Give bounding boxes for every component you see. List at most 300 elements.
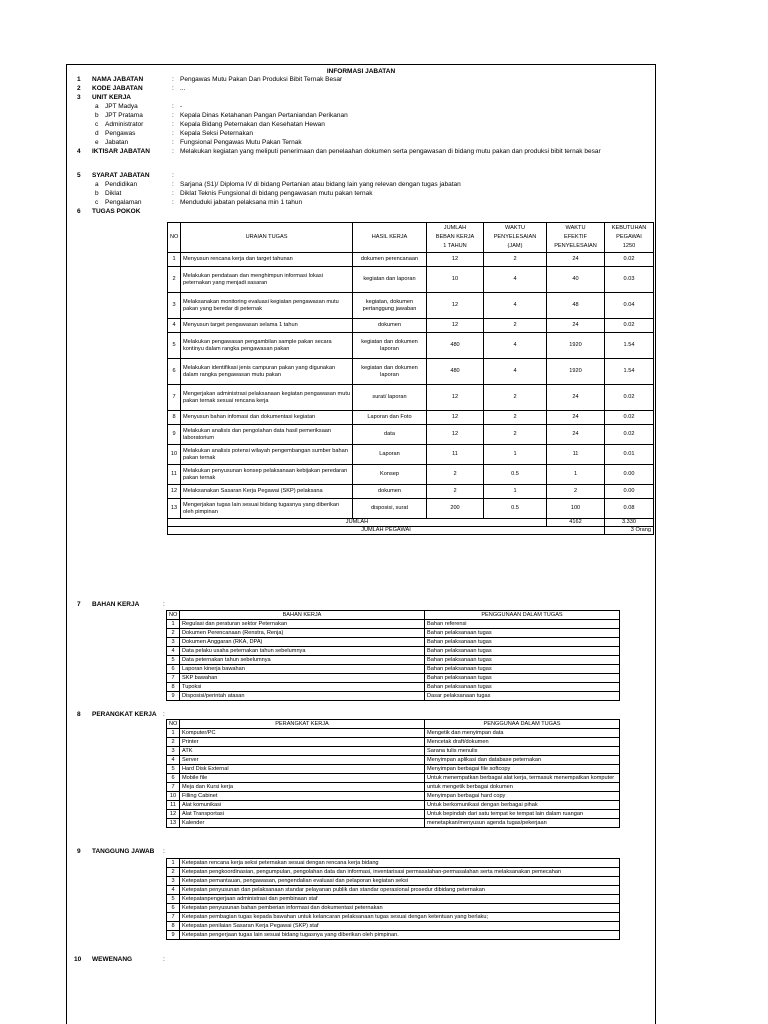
- row-uraian: Melakukan analisis potensi wilayah pengembangan sumber bahan pakan ternak: [181, 445, 353, 465]
- row-kebutuhan: 0.02: [605, 425, 654, 445]
- row-hasil: dokumen: [353, 485, 427, 499]
- row-item: Ketepatan pengerjaan tugas lain sesuai bidang tugasnya yang diberikan oleh pimpinan.: [180, 931, 620, 940]
- row-item: Ketepatan pengkoordinasian, pengumpulan, pengolahan data dan informasi, inventarisasi permasalahan-permasalahan serta melaksanakan pemecahan: [180, 868, 620, 877]
- field-colon: :: [172, 148, 174, 155]
- syarat-item: [67, 190, 655, 199]
- row-no: 4: [167, 886, 180, 895]
- row-item: ATK: [180, 747, 425, 756]
- row-no: 10: [167, 792, 180, 801]
- field-number: 4: [77, 148, 81, 155]
- row-item: Kalender: [180, 819, 425, 828]
- row-kebutuhan: 1.54: [605, 333, 654, 359]
- field-number: 2: [77, 85, 81, 92]
- row-usage: Untuk bepindah dari satu tempat ke tempat lain dalam ruangan: [425, 810, 620, 819]
- row-item: Dokumen Perencanaan (Renstra, Renja): [180, 629, 425, 638]
- row-usage: Bahan pelaksanaan tugas: [425, 638, 620, 647]
- field-value: ...: [180, 85, 186, 92]
- jumlah-pegawai-value: 3 Orang: [605, 527, 654, 535]
- item-label: Pengalaman: [105, 199, 142, 206]
- col-header-uraian: URAIAN TUGAS: [181, 223, 353, 253]
- col-header-no: NO: [167, 611, 180, 620]
- row-waktu: 1: [484, 445, 547, 465]
- item-value: Kepala Dinas Ketahanan Pangan Pertaniandan Perikanan: [180, 112, 348, 119]
- tugas-row: [168, 333, 654, 359]
- row-efektif: 1920: [547, 333, 605, 359]
- field-ikhtisar-jabatan: [67, 148, 655, 157]
- field-colon: :: [163, 848, 165, 855]
- row-item: Regulasi dan peraturan sektor Peternakan: [180, 620, 425, 629]
- row-hasil: Laporan dan Foto: [353, 411, 427, 425]
- row-item: Ketepatan rencana kerja seksi peternakan sesuai dengan rencana kerja bidang: [180, 859, 620, 868]
- field-unit-kerja: [67, 94, 655, 103]
- document-frame: [66, 64, 656, 1024]
- table-row: [167, 922, 620, 931]
- item-value: Diklat Teknis Fungsional di bidang pengawasan mutu pakan ternak: [180, 190, 373, 197]
- row-uraian: Melakukan pendataan dan menghimpun informasi lokasi peternakan yang menjadi sasaran: [181, 267, 353, 293]
- row-efektif: 11: [547, 445, 605, 465]
- row-no: 8: [167, 683, 180, 692]
- row-no: 5: [168, 333, 181, 359]
- row-usage: Dasar pelaksanaan tugas: [425, 692, 620, 701]
- row-uraian: Melakukan penyusunan konsep pelaksanaan kebijakan peredaran pakan ternak: [181, 465, 353, 485]
- row-kebutuhan: 0.02: [605, 319, 654, 333]
- field-tugas-pokok: [67, 208, 655, 217]
- row-no: 13: [168, 499, 181, 519]
- row-uraian: Melaksanakan Sasaran Kerja Pegawai (SKP) pelaksana: [181, 485, 353, 499]
- row-item: Filling Cabinet: [180, 792, 425, 801]
- row-no: 1: [167, 620, 180, 629]
- field-label: TUGAS POKOK: [92, 208, 141, 215]
- item-label: Diklat: [105, 190, 122, 197]
- item-value: Menduduki jabatan pelaksana min 1 tahun: [180, 199, 303, 206]
- tugas-row: [168, 293, 654, 319]
- tugas-row: [168, 319, 654, 333]
- table-row: [167, 638, 620, 647]
- row-item: Komputer/PC: [180, 729, 425, 738]
- table-row: [167, 665, 620, 674]
- row-item: Dokumen Anggaran (RKA, DPA): [180, 638, 425, 647]
- row-kebutuhan: 0.02: [605, 253, 654, 267]
- jumlah-efektif: 4162: [547, 519, 605, 527]
- row-usage: Untuk berkomunikasi dengan berbagai pihak: [425, 801, 620, 810]
- row-usage: Menyimpan aplikasi dan database peternakan: [425, 756, 620, 765]
- row-item: Ketepatan penyusunan dan pelaksanaan standar pelayanan publik dan standar operasional prosedur dibidang peternakan: [180, 886, 620, 895]
- item-label: JPT Pratama: [105, 112, 143, 119]
- field-label: PERANGKAT KERJA: [92, 711, 157, 718]
- row-kebutuhan: 1.54: [605, 359, 654, 385]
- table-row: [167, 656, 620, 665]
- row-no: 7: [168, 385, 181, 411]
- row-item: Ketepatanpengerjaan administrasi dan pembinaan staf: [180, 895, 620, 904]
- jumlah-row: [168, 519, 654, 527]
- col-header-bahan: BAHAN KERJA: [180, 611, 425, 620]
- row-jumlah: 12: [427, 425, 484, 445]
- row-hasil: kegiatan dan dokumen laporan: [353, 333, 427, 359]
- field-colon: :: [163, 956, 165, 963]
- row-usage: Bahan pelaksanaan tugas: [425, 674, 620, 683]
- row-usage: Menyimpan berbagai file softcopy: [425, 765, 620, 774]
- row-no: 7: [167, 674, 180, 683]
- row-jumlah: 12: [427, 411, 484, 425]
- row-no: 11: [167, 801, 180, 810]
- page-title: INFORMASI JABATAN: [326, 68, 396, 75]
- row-hasil: kegiatan dan laporan: [353, 267, 427, 293]
- row-waktu: 2: [484, 253, 547, 267]
- unit-kerja-item: [67, 130, 655, 139]
- row-item: Ketepatan pembagian tugas kepada bawahan untuk kelancaran pelaksanaan tugas sesuai dengan ketentuan yang berlaku;: [180, 913, 620, 922]
- field-label: BAHAN KERJA: [92, 601, 140, 608]
- item-colon: :: [172, 139, 174, 146]
- jumlah-kebutuhan: 3.330: [605, 519, 654, 527]
- row-no: 8: [168, 411, 181, 425]
- row-no: 3: [167, 747, 180, 756]
- syarat-item: [67, 199, 655, 208]
- row-waktu: 4: [484, 267, 547, 293]
- row-no: 2: [168, 267, 181, 293]
- tugas-row: [168, 499, 654, 519]
- row-no: 6: [167, 904, 180, 913]
- unit-kerja-item: [67, 121, 655, 130]
- col-header-jumlah: JUMLAH BEBAN KERJA 1 TAHUN: [427, 223, 484, 253]
- item-value: Kepala Bidang Peternakan dan Kesehatan Hewan: [180, 121, 325, 128]
- row-usage: untuk mengetik berbagai dokumen: [425, 783, 620, 792]
- item-value: Sarjana (S1)/ Diploma IV di bidang Pertanian atau bidang lain yang relevan dengan tugas jabatan: [180, 181, 461, 188]
- row-no: 4: [167, 756, 180, 765]
- row-no: 7: [167, 783, 180, 792]
- row-item: Data peternakan tahun sebelumnya: [180, 656, 425, 665]
- field-label: KODE JABATAN: [92, 85, 143, 92]
- tugas-row: [168, 445, 654, 465]
- item-value: Fungsional Pengawas Mutu Pakan Ternak: [180, 139, 302, 146]
- item-label: Pendidikan: [105, 181, 138, 188]
- row-no: 3: [167, 638, 180, 647]
- item-value: -: [180, 103, 183, 110]
- row-item: Alat komunikasi: [180, 801, 425, 810]
- tugas-row: [168, 267, 654, 293]
- table-row: [167, 886, 620, 895]
- row-no: 9: [167, 692, 180, 701]
- row-no: 3: [168, 293, 181, 319]
- row-hasil: dokumen perencanaan: [353, 253, 427, 267]
- row-hasil: dokumen: [353, 319, 427, 333]
- row-efektif: 100: [547, 499, 605, 519]
- row-uraian: Melakukan identifikasi jenis campuran pakan yang digunakan dalam rangka pengawasan mutu pakan: [181, 359, 353, 385]
- perangkat-kerja-table: [166, 719, 620, 828]
- item-letter: d: [95, 130, 99, 137]
- row-efektif: 24: [547, 385, 605, 411]
- row-no: 11: [168, 465, 181, 485]
- row-no: 10: [168, 445, 181, 465]
- row-usage: Mengetik dan menyimpan data: [425, 729, 620, 738]
- tugas-table: [167, 222, 654, 535]
- row-waktu: 2: [484, 425, 547, 445]
- table-row: [167, 629, 620, 638]
- row-usage: Bahan pelaksanaan tugas: [425, 665, 620, 674]
- row-no: 13: [167, 819, 180, 828]
- item-colon: :: [172, 190, 174, 197]
- row-uraian: Menyusun target pengawasan selama 1 tahun: [181, 319, 353, 333]
- row-item: Ketepatan pemantauan, pengawasan, pengendalian evaluasi dan pelaporan kegiatan seksi: [180, 877, 620, 886]
- row-uraian: Melakukan analisis dan pengolahan data hasil pemeriksaan laboratorium: [181, 425, 353, 445]
- row-item: Disposisi/perintah atasan: [180, 692, 425, 701]
- tugas-row: [168, 359, 654, 385]
- table-row: [167, 895, 620, 904]
- col-header-no: NO: [168, 223, 181, 253]
- table-row: [167, 692, 620, 701]
- item-colon: :: [172, 121, 174, 128]
- row-waktu: 2: [484, 385, 547, 411]
- row-item: Ketepatan penyusunan bahan pemberian informasi dan dokumentasi peternakan: [180, 904, 620, 913]
- row-item: Meja dan Kursi kerja: [180, 783, 425, 792]
- field-label: WEWENANG: [92, 956, 133, 963]
- row-efektif: 24: [547, 319, 605, 333]
- row-jumlah: 200: [427, 499, 484, 519]
- row-no: 1: [168, 253, 181, 267]
- row-jumlah: 12: [427, 385, 484, 411]
- item-colon: :: [172, 199, 174, 206]
- field-label: UNIT KERJA: [92, 94, 132, 101]
- tugas-row: [168, 253, 654, 267]
- row-item: Ketepatan penilaian Sasaran Kerja Pegawai (SKP) staf: [180, 922, 620, 931]
- row-item: SKP bawahan: [180, 674, 425, 683]
- table-row: [167, 729, 620, 738]
- item-letter: e: [95, 139, 99, 146]
- row-jumlah: 480: [427, 359, 484, 385]
- tugas-row: [168, 425, 654, 445]
- row-no: 2: [167, 868, 180, 877]
- row-uraian: Melaksanakan monitoring evaluasi kegiatan pengawasan mutu pakan yang beredar di peternak: [181, 293, 353, 319]
- table-row: [167, 801, 620, 810]
- tugas-row: [168, 465, 654, 485]
- jumlah-label: JUMLAH: [168, 519, 547, 527]
- tugas-header-row: [168, 223, 654, 253]
- field-number: 3: [77, 94, 81, 101]
- row-kebutuhan: 0.02: [605, 411, 654, 425]
- field-value: Melakukan kegiatan yang meliputi penerimaan dan penelaahan dokumen serta pengawasan di bidang mutu pakan dan produksi bibit ternak besar: [180, 148, 601, 155]
- row-no: 6: [167, 774, 180, 783]
- row-no: 12: [168, 485, 181, 499]
- row-usage: Bahan pelaksanaan tugas: [425, 629, 620, 638]
- field-number: 10: [74, 956, 82, 963]
- field-number: 8: [77, 711, 81, 718]
- row-hasil: kegiatan dan dokumen laporan: [353, 359, 427, 385]
- row-kebutuhan: 0.04: [605, 293, 654, 319]
- row-kebutuhan: 0.02: [605, 385, 654, 411]
- item-colon: :: [172, 103, 174, 110]
- row-no: 1: [167, 859, 180, 868]
- table-row: [167, 765, 620, 774]
- col-header-no: NO: [167, 720, 180, 729]
- unit-kerja-item: [67, 103, 655, 112]
- row-no: 5: [167, 656, 180, 665]
- row-no: 5: [167, 895, 180, 904]
- row-hasil: Laporan: [353, 445, 427, 465]
- row-no: 8: [167, 922, 180, 931]
- row-no: 7: [167, 913, 180, 922]
- table-row: [167, 877, 620, 886]
- row-usage: Bahan referensi: [425, 620, 620, 629]
- item-label: Jabatan: [105, 139, 129, 146]
- item-value: Kepala Seksi Peternakan: [180, 130, 253, 137]
- field-colon: :: [172, 76, 174, 83]
- table-row: [167, 783, 620, 792]
- table-row: [167, 620, 620, 629]
- row-efektif: 48: [547, 293, 605, 319]
- row-waktu: 2: [484, 411, 547, 425]
- row-hasil: surat/ laporan: [353, 385, 427, 411]
- row-waktu: 2: [484, 319, 547, 333]
- table-row: [167, 774, 620, 783]
- table-row: [167, 810, 620, 819]
- item-letter: c: [95, 199, 99, 206]
- col-header-hasil: HASIL KERJA: [353, 223, 427, 253]
- item-label: Pengawas: [105, 130, 136, 137]
- item-colon: :: [172, 112, 174, 119]
- row-usage: Bahan pelaksanaan tugas: [425, 683, 620, 692]
- jumlah-pegawai-row: [168, 527, 654, 535]
- row-no: 6: [167, 665, 180, 674]
- row-efektif: 2: [547, 485, 605, 499]
- row-efektif: 1: [547, 465, 605, 485]
- row-jumlah: 480: [427, 333, 484, 359]
- field-number: 9: [77, 848, 81, 855]
- row-no: 9: [167, 931, 180, 940]
- tanggung-jawab-table: [166, 858, 620, 940]
- item-colon: :: [172, 181, 174, 188]
- table-row: [167, 819, 620, 828]
- row-no: 3: [167, 877, 180, 886]
- row-uraian: Melakukan pengawasan pengambilan sample pakan secara kontinyu dalam rangka pengawasan pakan: [181, 333, 353, 359]
- unit-kerja-item: [67, 139, 655, 148]
- table-row: [167, 747, 620, 756]
- field-wewenang: [67, 956, 655, 965]
- row-waktu: 0.5: [484, 465, 547, 485]
- row-uraian: Menyusun bahan infomasi dan dokumentasi kegiatan: [181, 411, 353, 425]
- row-jumlah: 12: [427, 293, 484, 319]
- row-kebutuhan: 0.01: [605, 445, 654, 465]
- table-row: [167, 859, 620, 868]
- row-waktu: 0.5: [484, 499, 547, 519]
- field-syarat-jabatan: [67, 172, 655, 181]
- field-label: SYARAT JABATAN: [92, 172, 150, 179]
- col-header-penggunaan: PENGGUNAA DALAM TUGAS: [425, 720, 620, 729]
- row-no: 5: [167, 765, 180, 774]
- table-row: [167, 904, 620, 913]
- item-letter: b: [95, 112, 99, 119]
- item-label: Administrator: [105, 121, 144, 128]
- item-letter: a: [95, 103, 99, 110]
- item-letter: b: [95, 190, 99, 197]
- unit-kerja-item: [67, 112, 655, 121]
- table-row: [167, 913, 620, 922]
- tugas-row: [168, 385, 654, 411]
- row-kebutuhan: 0.08: [605, 499, 654, 519]
- tugas-row: [168, 485, 654, 499]
- col-header-penggunaan: PENGGUNAAN DALAM TUGAS: [425, 611, 620, 620]
- row-no: 2: [167, 629, 180, 638]
- field-tanggung-jawab: [67, 848, 655, 857]
- field-number: 5: [77, 172, 81, 179]
- row-uraian: Mengerjakan administrasi pelaksanaan kegiatan pengawasan mutu pakan ternak sesuai rencana kerja: [181, 385, 353, 411]
- row-usage: Untuk menempatkan berbagai alat kerja, termasuk menempatkan komputer: [425, 774, 620, 783]
- field-number: 1: [77, 76, 81, 83]
- col-header-kebutuhan: KEBUTUHAN PEGAWAI 1250: [605, 223, 654, 253]
- row-usage: menetapkan/menyusun agenda tugas/pekerjaan: [425, 819, 620, 828]
- row-jumlah: 2: [427, 485, 484, 499]
- row-kebutuhan: 0.00: [605, 465, 654, 485]
- row-item: Alat Transportasi: [180, 810, 425, 819]
- row-uraian: Mengerjakan tugas lain sesuai bidang tugasnya yang diberikan oleh pimpinan: [181, 499, 353, 519]
- col-header-waktu: WAKTU PENYELESAIAN (JAM): [484, 223, 547, 253]
- row-hasil: Konsep: [353, 465, 427, 485]
- row-kebutuhan: 0.03: [605, 267, 654, 293]
- row-no: 9: [168, 425, 181, 445]
- field-label: NAMA JABATAN: [92, 76, 144, 83]
- row-kebutuhan: 0.00: [605, 485, 654, 499]
- table-row: [167, 868, 620, 877]
- item-letter: a: [95, 181, 99, 188]
- item-label: JPT Madya: [105, 103, 138, 110]
- row-item: Laporan kinerja bawahan: [180, 665, 425, 674]
- field-value: Pengawas Mutu Pakan Dan Produksi Bibit Ternak Besar: [180, 76, 343, 83]
- field-bahan-kerja: [67, 601, 655, 610]
- row-efektif: 1920: [547, 359, 605, 385]
- row-jumlah: 12: [427, 253, 484, 267]
- row-usage: Bahan pelaksanaan tugas: [425, 656, 620, 665]
- row-no: 1: [167, 729, 180, 738]
- row-waktu: 4: [484, 333, 547, 359]
- table-row: [167, 756, 620, 765]
- field-label: IKTISAR JABATAN: [92, 148, 150, 155]
- row-no: 4: [168, 319, 181, 333]
- row-hasil: kegiatan, dokumen pertanggung jawaban: [353, 293, 427, 319]
- field-label: TANGGUNG JAWAB: [92, 848, 155, 855]
- field-number: 6: [77, 208, 81, 215]
- row-usage: Sarana tulis menulis: [425, 747, 620, 756]
- row-efektif: 24: [547, 411, 605, 425]
- table-row: [167, 931, 620, 940]
- table-row: [167, 674, 620, 683]
- field-kode-jabatan: [67, 85, 655, 94]
- table-row: [167, 683, 620, 692]
- item-colon: :: [172, 130, 174, 137]
- table-row: [167, 738, 620, 747]
- row-item: Data pelaku usaha peternakan tahun sebelumnya: [180, 647, 425, 656]
- row-uraian: Menyusun rencana kerja dan target tahunan: [181, 253, 353, 267]
- row-item: Server: [180, 756, 425, 765]
- row-item: Tupoksi: [180, 683, 425, 692]
- field-number: 7: [77, 601, 81, 608]
- row-no: 4: [167, 647, 180, 656]
- field-nama-jabatan: [67, 76, 655, 85]
- field-colon: :: [172, 85, 174, 92]
- row-usage: Bahan pelaksanaan tugas: [425, 647, 620, 656]
- table-row: [167, 647, 620, 656]
- row-no: 2: [167, 738, 180, 747]
- row-item: Hard Disk External: [180, 765, 425, 774]
- syarat-item: [67, 181, 655, 190]
- field-colon: :: [172, 172, 174, 179]
- row-efektif: 24: [547, 253, 605, 267]
- item-letter: c: [95, 121, 99, 128]
- col-header-efektif: WAKTU EFEKTIF PENYELESAIAN: [547, 223, 605, 253]
- field-colon: :: [163, 711, 165, 718]
- row-item: Printer: [180, 738, 425, 747]
- row-waktu: 1: [484, 485, 547, 499]
- jumlah-pegawai-label: JUMLAH PEGAWAI: [168, 527, 605, 535]
- row-efektif: 24: [547, 425, 605, 445]
- row-waktu: 4: [484, 293, 547, 319]
